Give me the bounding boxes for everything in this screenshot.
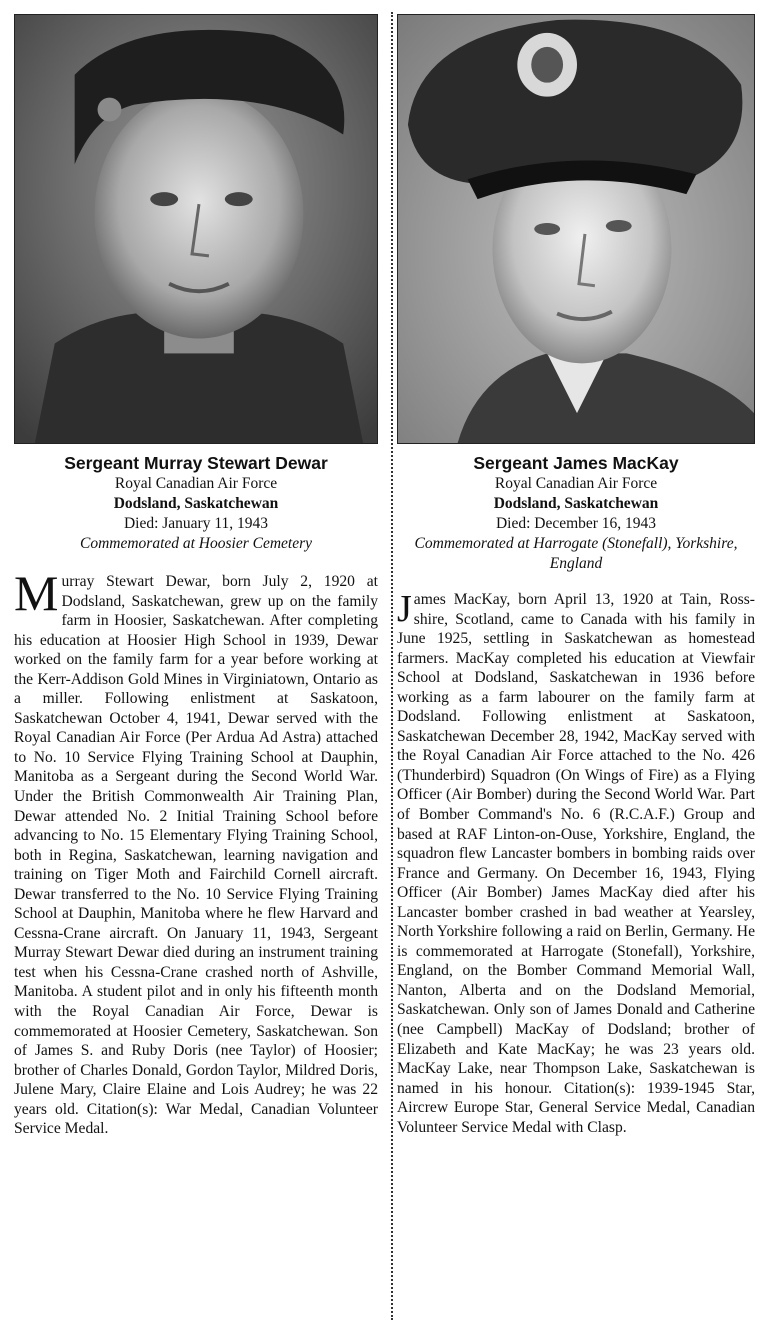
person-name: Sergeant James MacKay <box>473 453 679 473</box>
service-unit: Royal Canadian Air Force <box>494 475 658 492</box>
drop-cap: M <box>14 565 59 621</box>
biography-left <box>14 565 378 1139</box>
portrait-photo-right <box>397 14 755 444</box>
death-date: Died: December 16, 1943 <box>495 515 657 532</box>
hometown: Dodsland, Saskatchewan <box>493 495 659 512</box>
death-date: Died: January 11, 1943 <box>123 515 269 532</box>
profile-column-right <box>397 14 755 1137</box>
portrait-left-image <box>15 15 377 443</box>
hometown: Dodsland, Saskatchewan <box>113 495 279 512</box>
commemoration: Commemorated at Harrogate (Stonefall), Yorkshire, England <box>414 535 738 572</box>
biography-text: ames MacKay, born April 13, 1920 at Tain, Ross-shire, Scotland, came to Canada with his family in June 1925, settling in Saskatchewan as homestead farmers. MacKay completed his education at Viewfair School at Dodsland, Saskatchewan in 1936 before working as a farm labourer on the family farm at Dodsland. Following enlistment at Saskatoon, Saskatchewan December 28, 1942, MacKay served with the Royal Canadian Air Force attached to the No. 426 (Thunderbird) Squadron (On Wings of Fire) as a Flying Officer (Air Bomber) during the Second World War. Part of Bomber Command's No. 6 (R.C.A.F.) Group and based at RAF Linton-on-Ouse, Yorkshire, England, the squadron flew Lancaster bombers in bombing raids over France and Germany. On December 16, 1943, Flying Officer (Air Bomber) James MacKay died after his Lancaster bomber crashed in bad weather at Yearsley, North Yorkshire following a raid on Berlin, Germany. He is commemorated at Harrogate (Stonefall), Yorkshire, England, on the Bomber Command Memorial Wall, Nanton, Alberta and on the Dodsland Memorial, Saskatchewan. Only son of James Donald and Catherine (nee Campbell) MacKay of Dodsland; brother of Elizabeth and Kate MacKay; he was 23 years old. MacKay Lake, near Thompson Lake, Saskatchewan is named in his honour. Citation(s): 1939-1945 Star, Aircrew Europe Star, General Service Medal, Canadian Volunteer Service Medal with Clasp. <box>397 591 755 1136</box>
person-name: Sergeant Murray Stewart Dewar <box>64 453 328 473</box>
portrait-right-image <box>398 15 754 443</box>
service-unit: Royal Canadian Air Force <box>114 475 278 492</box>
drop-cap: J <box>397 588 412 630</box>
commemoration: Commemorated at Hoosier Cemetery <box>79 535 313 552</box>
column-divider <box>391 12 393 1320</box>
biography-text: urray Stewart Dewar, born July 2, 1920 at Dodsland, Saskatchewan, grew up on the family farm in Hoosier, Saskatchewan. After completing his education at Hoosier High School in 1939, Dewar worked on the family farm for a year before working at the Kerr-Addison Gold Mines in Virginiatown, Ontario as a miller. Following enlistment at Saskatoon, Saskatchewan October 4, 1941, Dewar served with the Royal Canadian Air Force (Per Ardua Ad Astra) attached to No. 10 Service Flying Training School at Dauphin, Manitoba as a Sergeant during the Second World War. Under the British Commonwealth Air Training Plan, Dewar attended No. 2 Initial Training School before advancing to No. 15 Elementary Flying Training School, both in Regina, Saskatchewan, learning navigation and training on Tiger Moth and Fairchild Cornell aircraft. Dewar transferred to the No. 10 Service Flying Training School at Dauphin, Manitoba where he flew Harvard and Cessna-Crane aircraft. On January 11, 1943, Sergeant Murray Stewart Dewar died during an instrument training test when his Cessna-Crane crashed north of Ashville, Manitoba. A student pilot and in only his fifteenth month with the Royal Canadian Air Force, Dewar is commemorated at Hoosier Cemetery, Saskatchewan. Son of James S. and Ruby Doris (nee Taylor) of Hoosier; brother of Charles Donald, Gordon Taylor, Mildred Doris, Julene Mary, Claire Elaine and Lois Audrey; he was 22 years old. Citation(s): War Medal, Canadian Volunteer Service Medal. <box>14 573 378 1138</box>
profile-column-left <box>14 14 378 1139</box>
portrait-photo-left <box>14 14 378 444</box>
biography-right <box>397 590 755 1137</box>
caption-left <box>14 452 378 554</box>
caption-right <box>397 452 755 574</box>
